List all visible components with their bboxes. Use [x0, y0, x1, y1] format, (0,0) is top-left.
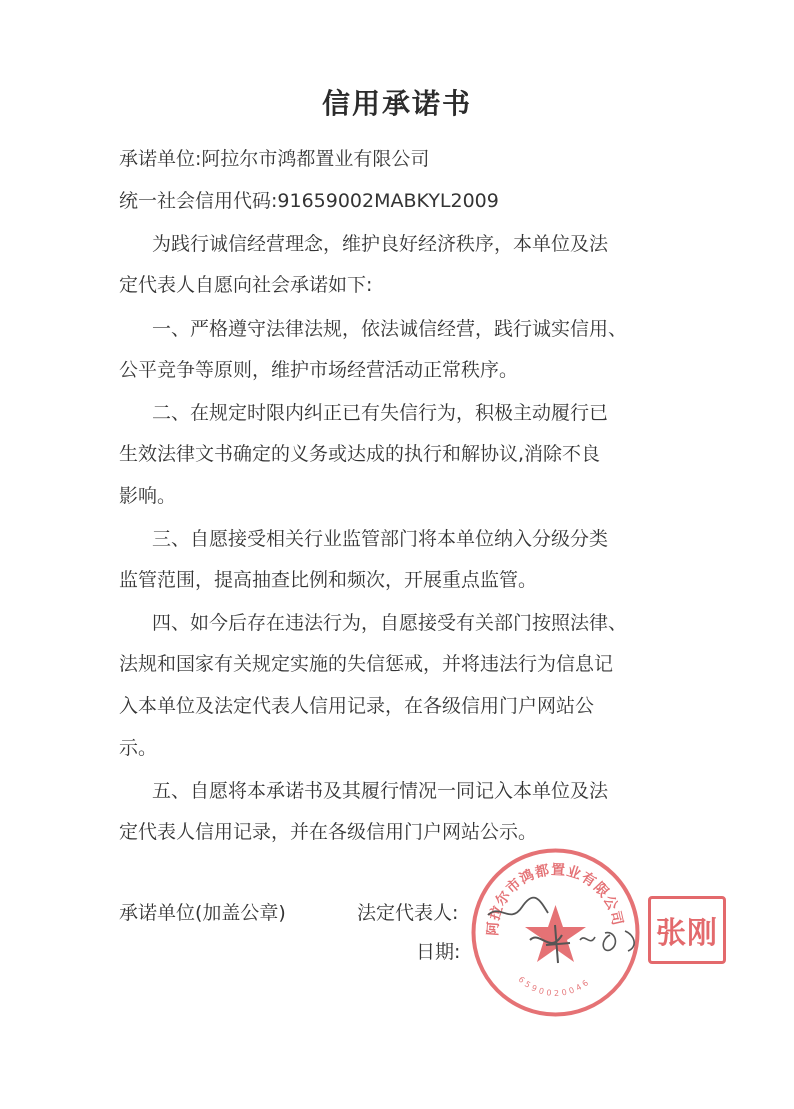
- clause-4-line-3: 入本单位及法定代表人信用记录，在各级信用门户网站公: [119, 695, 595, 717]
- credit-code-line: 统一社会信用代码:91659002MABKYL2009: [119, 190, 499, 212]
- clause-2-line-2: 生效法律文书确定的义务或达成的执行和解协议,消除不良: [119, 443, 601, 465]
- clause-2-line-3: 影响。: [119, 485, 177, 507]
- clause-5-line-2: 定代表人信用记录，并在各级信用门户网站公示。: [119, 821, 538, 843]
- clause-3-line-1: 三、自愿接受相关行业监管部门将本单位纳入分级分类: [152, 528, 609, 550]
- legal-representative-label: 法定代表人:: [357, 902, 459, 924]
- document-title: 信用承诺书: [321, 87, 472, 120]
- intro-paragraph-line-2: 定代表人自愿向社会承诺如下:: [119, 274, 373, 296]
- handwritten-signature-icon: [470, 885, 650, 975]
- commitment-unit-line: 承诺单位:阿拉尔市鸿都置业有限公司: [119, 148, 430, 170]
- svg-text:6590020046: [517, 975, 593, 998]
- date-label: 日期:: [416, 941, 461, 963]
- clause-5-line-1: 五、自愿将本承诺书及其履行情况一同记入本单位及法: [152, 780, 609, 802]
- seal-company-text: 阿拉尔市鸿都置业有限公司: [485, 862, 626, 937]
- clause-4-line-2: 法规和国家有关规定实施的失信惩戒，并将违法行为信息记: [119, 653, 614, 675]
- clause-4-line-4: 示。: [119, 737, 158, 759]
- clause-1-line-1: 一、严格遵守法律法规，依法诚信经营，践行诚实信用、: [152, 318, 628, 340]
- clause-3-line-2: 监管范围，提高抽查比例和频次，开展重点监管。: [119, 569, 538, 591]
- clause-1-line-2: 公平竞争等原则，维护市场经营活动正常秩序。: [119, 359, 519, 381]
- personal-name-stamp: 张刚: [648, 896, 726, 964]
- intro-paragraph-line-1: 为践行诚信经营理念，维护良好经济秩序，本单位及法: [152, 233, 609, 255]
- clause-2-line-1: 二、在规定时限内纠正已有失信行为，积极主动履行已: [152, 402, 609, 424]
- commitment-unit-seal-label: 承诺单位(加盖公章): [119, 902, 286, 924]
- seal-code-text: 6590020046: [516, 974, 593, 998]
- clause-4-line-1: 四、如今后存在违法行为，自愿接受有关部门按照法律、: [152, 612, 628, 634]
